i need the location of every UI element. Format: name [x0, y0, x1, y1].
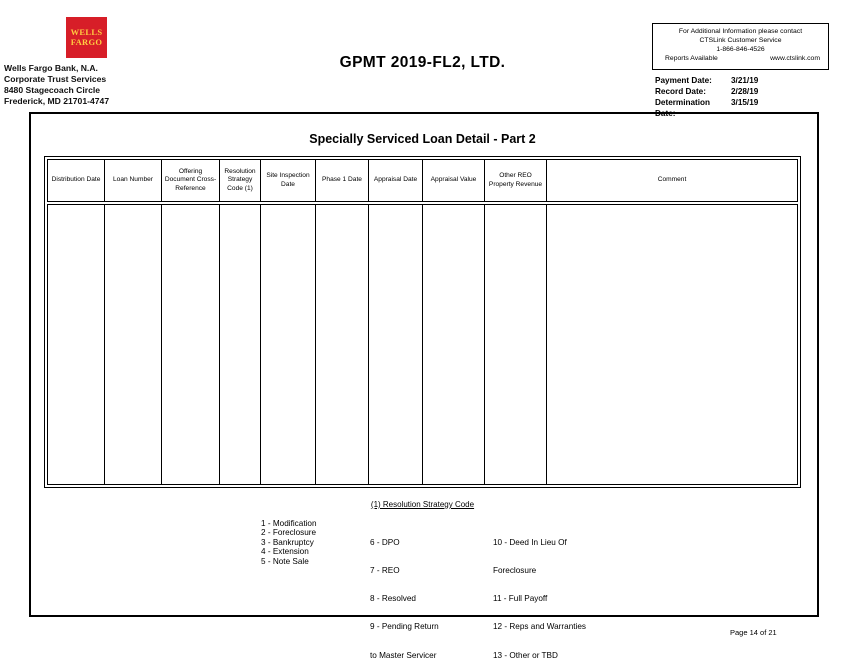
legend-item: to Master Servicer	[370, 650, 437, 660]
contact-info-box	[652, 23, 829, 70]
address-line-1: Wells Fargo Bank, N.A.	[4, 63, 98, 73]
column-header: Phase 1 Date	[316, 160, 369, 201]
contact-line-2: CTSLink Customer Service	[699, 37, 782, 44]
legend-item: 12 - Reps and Warranties	[493, 622, 586, 632]
legend-item: 1 - Modification	[261, 519, 317, 528]
table-body	[47, 204, 798, 485]
website-link[interactable]: www.ctslink.com	[770, 55, 820, 62]
column-divider	[161, 205, 162, 484]
table-header	[47, 159, 798, 202]
payment-date-row	[655, 75, 758, 86]
legend-item: 7 - REO	[370, 566, 400, 576]
column-divider	[422, 205, 423, 484]
column-header: Other REO Property Revenue	[485, 160, 547, 201]
date-value: 2/28/19	[731, 87, 759, 96]
column-header: Offering Document Cross-Reference	[162, 160, 220, 201]
date-value: 3/21/19	[731, 76, 759, 85]
legend-column-3	[493, 519, 586, 670]
logo-line-2: FARGO	[70, 37, 103, 47]
column-header: Resolution Strategy Code (1)	[220, 160, 261, 201]
legend-item: 4 - Extension	[261, 547, 309, 557]
column-divider	[315, 205, 316, 484]
legend-item: 6 - DPO	[370, 537, 400, 547]
column-divider	[260, 205, 261, 484]
column-divider	[368, 205, 369, 484]
date-label: Record Date:	[655, 87, 706, 96]
column-divider	[484, 205, 485, 484]
logo-line-1: WELLS	[70, 27, 103, 37]
record-date-row	[655, 86, 758, 97]
contact-phone: 1-866-846-4526	[716, 46, 765, 53]
column-header: Loan Number	[105, 160, 162, 201]
reports-available-label: Reports Available	[665, 55, 718, 62]
legend-column-2	[370, 519, 439, 670]
page-number: Page 14 of 21	[730, 628, 777, 637]
column-divider	[219, 205, 220, 484]
date-label: Determination Date:	[655, 98, 711, 118]
legend-title: (1) Resolution Strategy Code	[370, 500, 475, 509]
legend-item: 9 - Pending Return	[370, 622, 439, 632]
date-value: 3/15/19	[731, 98, 759, 107]
column-header: Appraisal Date	[369, 160, 423, 201]
column-header: Appraisal Value	[423, 160, 485, 201]
legend-item: 11 - Full Payoff	[493, 594, 548, 604]
column-divider	[104, 205, 105, 484]
legend-item: 3 - Bankruptcy	[261, 537, 314, 547]
legend-item: 13 - Other or TBD	[493, 650, 558, 660]
address-line-4: Frederick, MD 21701-4747	[4, 96, 110, 106]
report-title: GPMT 2019-FL2, LTD.	[339, 54, 506, 71]
legend-item: 5 - Note Sale	[261, 556, 309, 566]
legend-item: 2 - Foreclosure	[261, 528, 317, 538]
contact-line-1: For Additional Information please contact	[678, 28, 803, 35]
column-divider	[546, 205, 547, 484]
legend-item: 10 - Deed In Lieu Of	[493, 537, 567, 547]
date-label: Payment Date:	[655, 76, 712, 85]
legend-item: 8 - Resolved	[370, 594, 416, 604]
column-header: Site Inspection Date	[261, 160, 316, 201]
legend-column-1	[261, 519, 317, 566]
wells-fargo-logo	[66, 17, 107, 58]
column-header: Distribution Date	[48, 160, 105, 201]
address-line-2: Corporate Trust Services	[4, 74, 107, 84]
address-line-3: 8480 Stagecoach Circle	[4, 85, 101, 95]
column-header: Comment	[657, 176, 687, 184]
section-title: Specially Serviced Loan Detail - Part 2	[309, 132, 536, 146]
legend-item: Foreclosure	[493, 566, 537, 576]
